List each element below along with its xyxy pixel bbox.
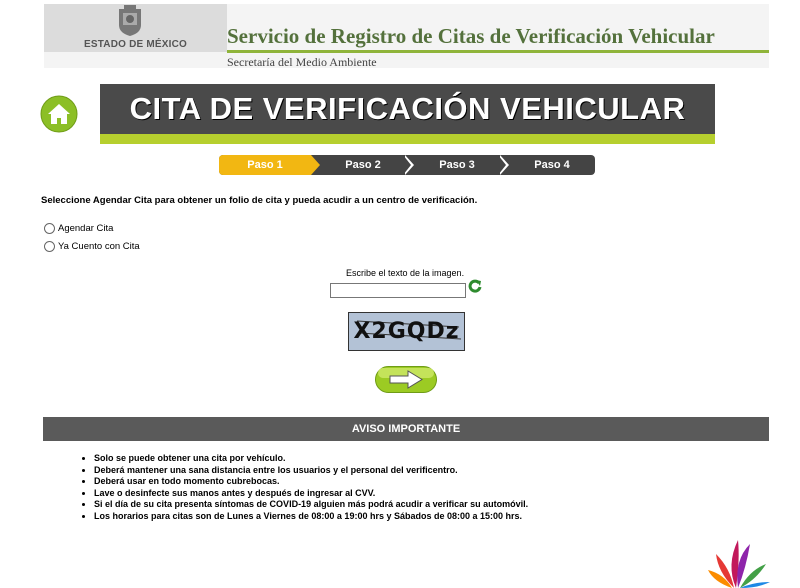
step-2: Paso 2 bbox=[345, 159, 381, 171]
notice-item: • Solo se puede obtener una cita por vehículo. bbox=[94, 453, 714, 465]
banner-accent-bar bbox=[100, 134, 715, 144]
radio-ya-cuento-cita[interactable] bbox=[44, 241, 55, 252]
notice-list bbox=[80, 453, 714, 522]
refresh-captcha-icon[interactable] bbox=[468, 279, 482, 293]
option-agendar-cita-label: Agendar Cita bbox=[58, 223, 114, 234]
notice-item: • Deberá usar en todo momento cubrebocas. bbox=[94, 476, 714, 488]
notice-item: • Si el día de su cita presenta síntomas de COVID-19 alguien más podrá acudir a verificar su automóvil. bbox=[94, 499, 714, 511]
step-1: Paso 1 bbox=[219, 155, 311, 175]
captcha-label: Escribe el texto de la imagen. bbox=[346, 268, 465, 278]
notice-item: • Lave o desinfecte sus manos antes y después de ingresar al CVV. bbox=[94, 488, 714, 500]
page-title: Servicio de Registro de Citas de Verificación Vehicular bbox=[227, 24, 715, 48]
captcha-image bbox=[348, 312, 465, 351]
government-logo-block bbox=[44, 4, 227, 52]
captcha-input[interactable] bbox=[330, 283, 466, 298]
government-label: ESTADO DE MÉXICO bbox=[83, 39, 188, 50]
step-3-chevron bbox=[498, 155, 506, 175]
progress-steps bbox=[219, 155, 595, 175]
option-ya-cuento-cita[interactable] bbox=[44, 241, 140, 252]
notice-item: • Los horarios para citas son de Lunes a Viernes de 08:00 a 19:00 hrs y Sábados de 08:00 a 15:00 hrs. bbox=[94, 511, 714, 523]
site-header bbox=[44, 4, 769, 68]
step-4: Paso 4 bbox=[534, 159, 570, 171]
page-subtitle: Secretaría del Medio Ambiente bbox=[227, 55, 377, 69]
home-icon[interactable] bbox=[40, 95, 78, 133]
banner-title: CITA DE VERIFICACIÓN VEHICULAR bbox=[129, 91, 686, 126]
notice-header: AVISO IMPORTANTE bbox=[43, 417, 769, 441]
option-agendar-cita[interactable] bbox=[44, 223, 113, 234]
notice-item: • Deberá mantener una sana distancia entre los usuarios y el personal del verificentro. bbox=[94, 465, 714, 477]
option-ya-cuento-cita-label: Ya Cuento con Cita bbox=[58, 241, 140, 252]
instructions-text: Seleccione Agendar Cita para obtener un folio de cita y pueda acudir a un centro de verificación. bbox=[41, 195, 478, 206]
radio-agendar-cita[interactable] bbox=[44, 223, 55, 234]
captcha-text: X2GQDz bbox=[353, 319, 460, 344]
step-3: Paso 3 bbox=[439, 159, 475, 171]
state-seal-icon bbox=[116, 5, 144, 37]
title-underline bbox=[227, 50, 769, 53]
main-banner bbox=[100, 84, 715, 134]
step-2-chevron bbox=[403, 155, 411, 175]
continue-arrow-button[interactable] bbox=[375, 366, 437, 393]
decorative-logo-icon bbox=[706, 530, 770, 588]
step-1-chevron bbox=[311, 155, 320, 175]
